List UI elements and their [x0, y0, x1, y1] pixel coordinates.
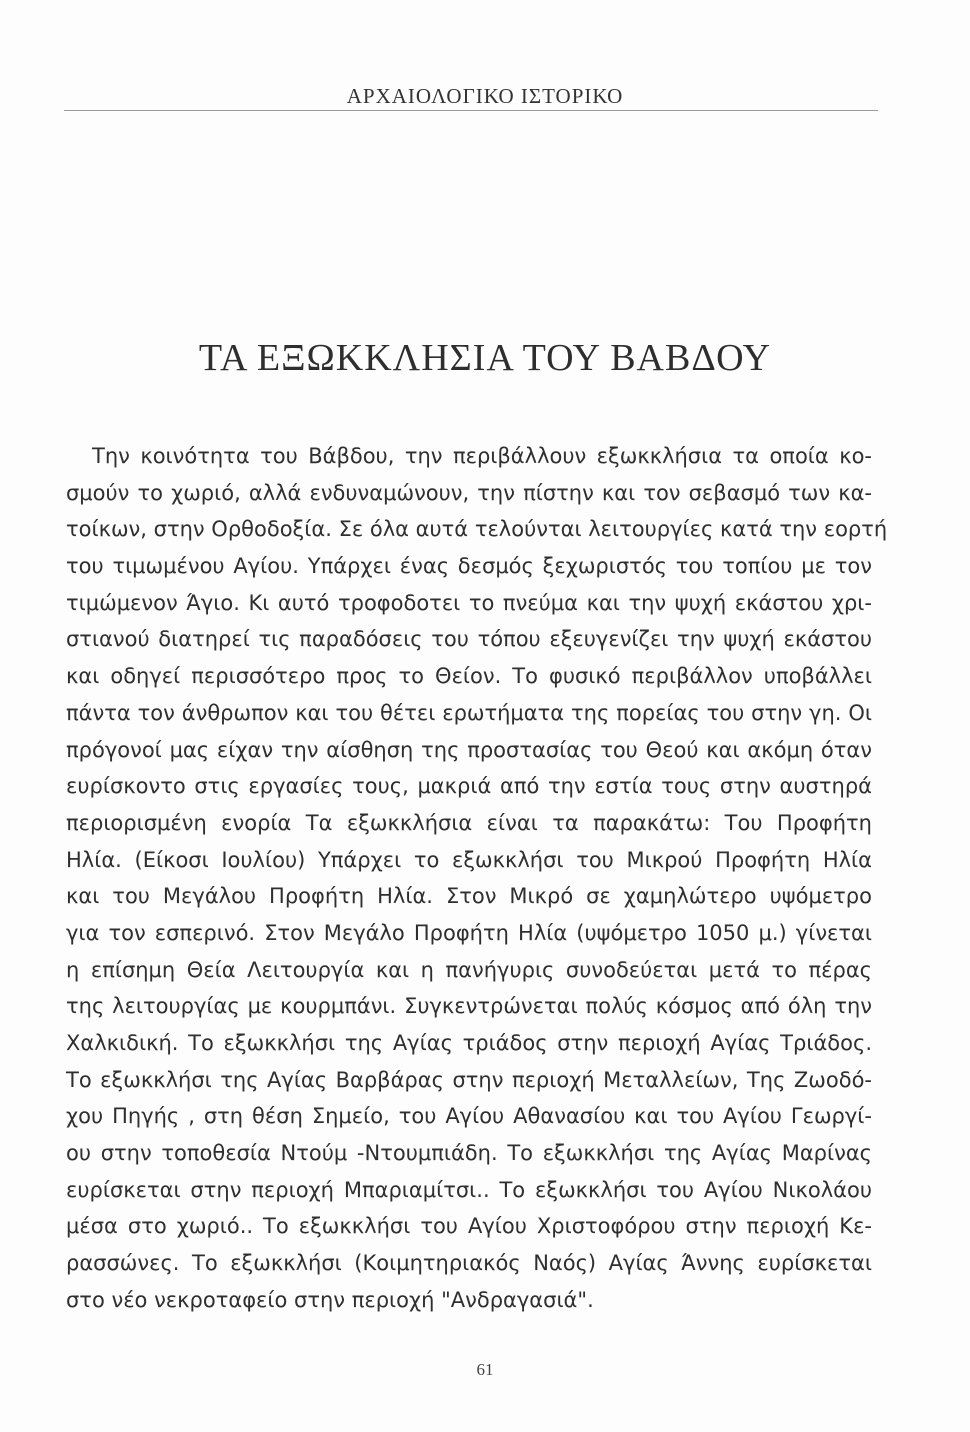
page-number: 61: [476, 1360, 494, 1379]
text-line: τιμώμενον Άγιο. Κι αυτό τροφοδοτει το πνεύμα και την ψυχή εκάστου χρι-: [66, 590, 872, 615]
text-line: και οδηγεί περισσότερο προς το Θείον. Το φυσικό περιβάλλον υποβάλλει: [66, 664, 872, 689]
text-line: περιορισμένη ενορία Τα εξωκκλήσια είναι τα παρακάτω: Του Προφήτη: [66, 810, 872, 835]
text-line: στιανού διατηρεί τις παραδόσεις του τόπου εξευγενίζει την ψυχή εκάστου: [66, 627, 872, 652]
text-line: και του Μεγάλου Προφήτη Ηλία. Στον Μικρό σε χαμηλώτερο υψόμετρο: [66, 884, 872, 909]
text-line: σμούν το χωριό, αλλά ενδυναμώνουν, την πίστην και τον σεβασμό των κα-: [66, 480, 872, 505]
text-line: του τιμωμένου Αγίου. Υπάρχει ένας δεσμός ξεχωριστός του τοπίου με τον: [66, 554, 872, 579]
header-divider: [64, 110, 878, 111]
chapter-title: ΤΑ ΕΞΩΚΚΛΗΣΙΑ ΤΟΥ ΒΑΒΔΟΥ: [198, 337, 772, 379]
text-line: ευρίσκεται στην περιοχή Μπαριαμίτσι.. Το εξωκκλήσι του Αγίου Νικολάου: [66, 1177, 872, 1202]
body-paragraph: [66, 438, 888, 1319]
text-line: πρόγονοί μας είχαν την αίσθηση της προστασίας του Θεού και ακόμη όταν: [66, 737, 872, 762]
text-line: η επίσημη Θεία Λειτουργία και η πανήγυρις συνοδεύεται μετά το πέρας: [66, 957, 872, 982]
text-line: τοίκων, στην Ορθοδοξία. Σε όλα αυτά τελούνται λειτουργίες κατά την εορτή: [66, 517, 888, 542]
text-line: Χαλκιδική. Το εξωκκλήσι της Αγίας τριάδος στην περιοχή Αγίας Τριάδος.: [66, 1031, 872, 1055]
text-line: ου στην τοποθεσία Ντούμ -Ντουμπιάδη. Το εξωκκλήσι της Αγίας Μαρίνας: [66, 1141, 872, 1166]
text-line: πάντα τον άνθρωπον και του θέτει ερωτήματα της πορείας του στην γη. Οι: [66, 700, 872, 725]
text-line: ρασσώνες. Το εξωκκλήσι (Κοιμητηριακός Ναός) Αγίας Άννης ευρίσκεται: [66, 1251, 872, 1276]
text-line: μέσα στο χωριό.. Το εξωκκλήσι του Αγίου Χριστοφόρου στην περιοχή Κε-: [66, 1214, 872, 1239]
text-line: Την κοινότητα του Βάβδου, την περιβάλλουν εξωκκλήσια τα οποία κο-: [92, 444, 872, 468]
text-line: ευρίσκοντο στις εργασίες τους, μακριά από την εστία τους στην αυστηρά: [66, 774, 872, 799]
text-line: για τον εσπερινό. Στον Μεγάλο Προφήτη Ηλία (υψόμετρο 1050 μ.) γίνεται: [66, 920, 872, 945]
text-line: Το εξωκκλήσι της Αγίας Βαρβάρας στην περιοχή Μεταλλείων, Της Ζωοδό-: [66, 1067, 872, 1092]
text-line: της λειτουργίας με κουρμπάνι. Συγκεντρώνεται πολύς κόσμος από όλη την: [66, 994, 872, 1019]
text-line: στο νέο νεκροταφείο στην περιοχή "Ανδραγασιά".: [66, 1287, 594, 1312]
text-line: Ηλία. (Είκοσι Ιουλίου) Υπάρχει το εξωκκλήσι του Μικρού Προφήτη Ηλία: [66, 847, 872, 872]
text-line: χου Πηγής , στη θέση Σημείο, του Αγίου Αθανασίου και του Αγίου Γεωργί-: [66, 1104, 872, 1129]
running-header: ΑΡΧΑΙΟΛΟΓΙΚΟ ΙΣΤΟΡΙΚΟ: [346, 84, 624, 108]
